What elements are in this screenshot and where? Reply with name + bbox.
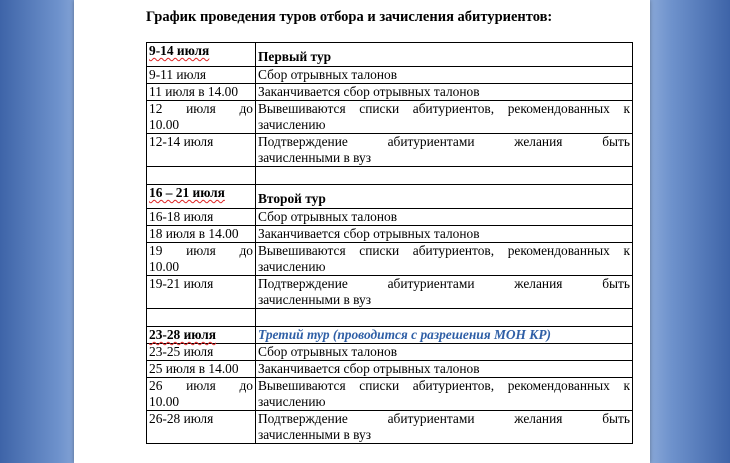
row-event-cell bbox=[256, 134, 633, 167]
schedule-row bbox=[147, 243, 633, 276]
schedule-row bbox=[147, 361, 633, 378]
schedule-row bbox=[147, 101, 633, 134]
row-date-cell bbox=[147, 361, 256, 378]
spacer-row bbox=[147, 309, 633, 327]
round-date-range bbox=[147, 43, 256, 67]
row-date-cell bbox=[147, 344, 256, 361]
round-date-range-text: 23-28 июля bbox=[149, 327, 216, 342]
document-title: График проведения туров отбора и зачисления абитуриентов: bbox=[146, 9, 553, 25]
row-event-line2: зачислению bbox=[258, 259, 326, 274]
row-event-line2: зачисленными в вуз bbox=[258, 292, 372, 307]
row-date: 12-14 июля bbox=[149, 134, 214, 149]
row-date: 23-25 июля bbox=[149, 344, 214, 359]
row-event-cell bbox=[256, 84, 633, 101]
round-date-range bbox=[147, 185, 256, 209]
row-date-cell bbox=[147, 101, 256, 134]
row-date-line1: 26 июля до bbox=[149, 378, 253, 393]
row-event: Заканчивается сбор отрывных талонов bbox=[258, 84, 480, 99]
row-date-cell bbox=[147, 276, 256, 309]
row-event: Заканчивается сбор отрывных талонов bbox=[258, 226, 480, 241]
row-event-line2: зачислению bbox=[258, 117, 326, 132]
row-event-line1: Подтверждение абитуриентами желания быть bbox=[258, 134, 630, 149]
row-date-cell bbox=[147, 84, 256, 101]
row-event-cell bbox=[256, 243, 633, 276]
row-event: Сбор отрывных талонов bbox=[258, 67, 398, 82]
row-event-cell bbox=[256, 378, 633, 411]
spacer-row bbox=[147, 167, 633, 185]
row-date-line2: 10.00 bbox=[149, 117, 180, 132]
round-header-row bbox=[147, 327, 633, 344]
row-date-line2: 10.00 bbox=[149, 394, 180, 409]
row-date: 11 июля в 14.00 bbox=[149, 84, 239, 99]
row-event-line1: Вывешиваются списки абитуриентов, рекомендованных к bbox=[258, 243, 630, 258]
row-event-cell bbox=[256, 226, 633, 243]
row-event: Сбор отрывных талонов bbox=[258, 209, 398, 224]
row-date-cell bbox=[147, 411, 256, 444]
round-header-row bbox=[147, 185, 633, 209]
document-page bbox=[74, 0, 650, 463]
row-event-line1: Подтверждение абитуриентами желания быть bbox=[258, 411, 630, 426]
schedule-row bbox=[147, 344, 633, 361]
row-date-cell bbox=[147, 226, 256, 243]
schedule-row bbox=[147, 84, 633, 101]
row-event: Заканчивается сбор отрывных талонов bbox=[258, 361, 480, 376]
row-event-cell bbox=[256, 209, 633, 226]
row-event-line2: зачисленными в вуз bbox=[258, 150, 372, 165]
schedule-row bbox=[147, 67, 633, 84]
row-event-line2: зачислению bbox=[258, 394, 326, 409]
schedule-row bbox=[147, 276, 633, 309]
row-date-cell bbox=[147, 378, 256, 411]
row-event-line2: зачисленными в вуз bbox=[258, 427, 372, 442]
schedule-row bbox=[147, 134, 633, 167]
round-date-range bbox=[147, 327, 256, 344]
schedule-body bbox=[147, 43, 633, 444]
row-event-cell bbox=[256, 276, 633, 309]
row-event-line1: Подтверждение абитуриентами желания быть bbox=[258, 276, 630, 291]
row-event-cell bbox=[256, 67, 633, 84]
schedule-row bbox=[147, 209, 633, 226]
row-date: 26-28 июля bbox=[149, 411, 214, 426]
row-date: 9-11 июля bbox=[149, 67, 207, 82]
row-event-cell bbox=[256, 101, 633, 134]
round-title: Третий тур (проводится с разрешения МОН КР) bbox=[256, 327, 633, 344]
round-date-range-text: 16 – 21 июля bbox=[149, 185, 225, 200]
row-event-line1: Вывешиваются списки абитуриентов, рекомендованных к bbox=[258, 378, 630, 393]
row-event-line1: Вывешиваются списки абитуриентов, рекомендованных к bbox=[258, 101, 630, 116]
round-date-range-text: 9-14 июля bbox=[149, 43, 210, 58]
row-date: 25 июля в 14.00 bbox=[149, 361, 239, 376]
schedule-row bbox=[147, 411, 633, 444]
row-event-cell bbox=[256, 344, 633, 361]
row-date: 19-21 июля bbox=[149, 276, 214, 291]
round-title: Первый тур bbox=[256, 43, 633, 67]
row-date-line2: 10.00 bbox=[149, 259, 180, 274]
schedule-row bbox=[147, 378, 633, 411]
row-event-cell bbox=[256, 411, 633, 444]
row-date-cell bbox=[147, 134, 256, 167]
schedule-table bbox=[146, 42, 633, 444]
row-date-line1: 12 июля до bbox=[149, 101, 253, 116]
schedule-row bbox=[147, 226, 633, 243]
row-date-cell bbox=[147, 243, 256, 276]
row-date-cell bbox=[147, 67, 256, 84]
row-date: 18 июля в 14.00 bbox=[149, 226, 239, 241]
round-header-row bbox=[147, 43, 633, 67]
round-title: Второй тур bbox=[256, 185, 633, 209]
row-event: Сбор отрывных талонов bbox=[258, 344, 398, 359]
row-date-line1: 19 июля до bbox=[149, 243, 253, 258]
row-date-cell bbox=[147, 209, 256, 226]
row-event-cell bbox=[256, 361, 633, 378]
row-date: 16-18 июля bbox=[149, 209, 214, 224]
